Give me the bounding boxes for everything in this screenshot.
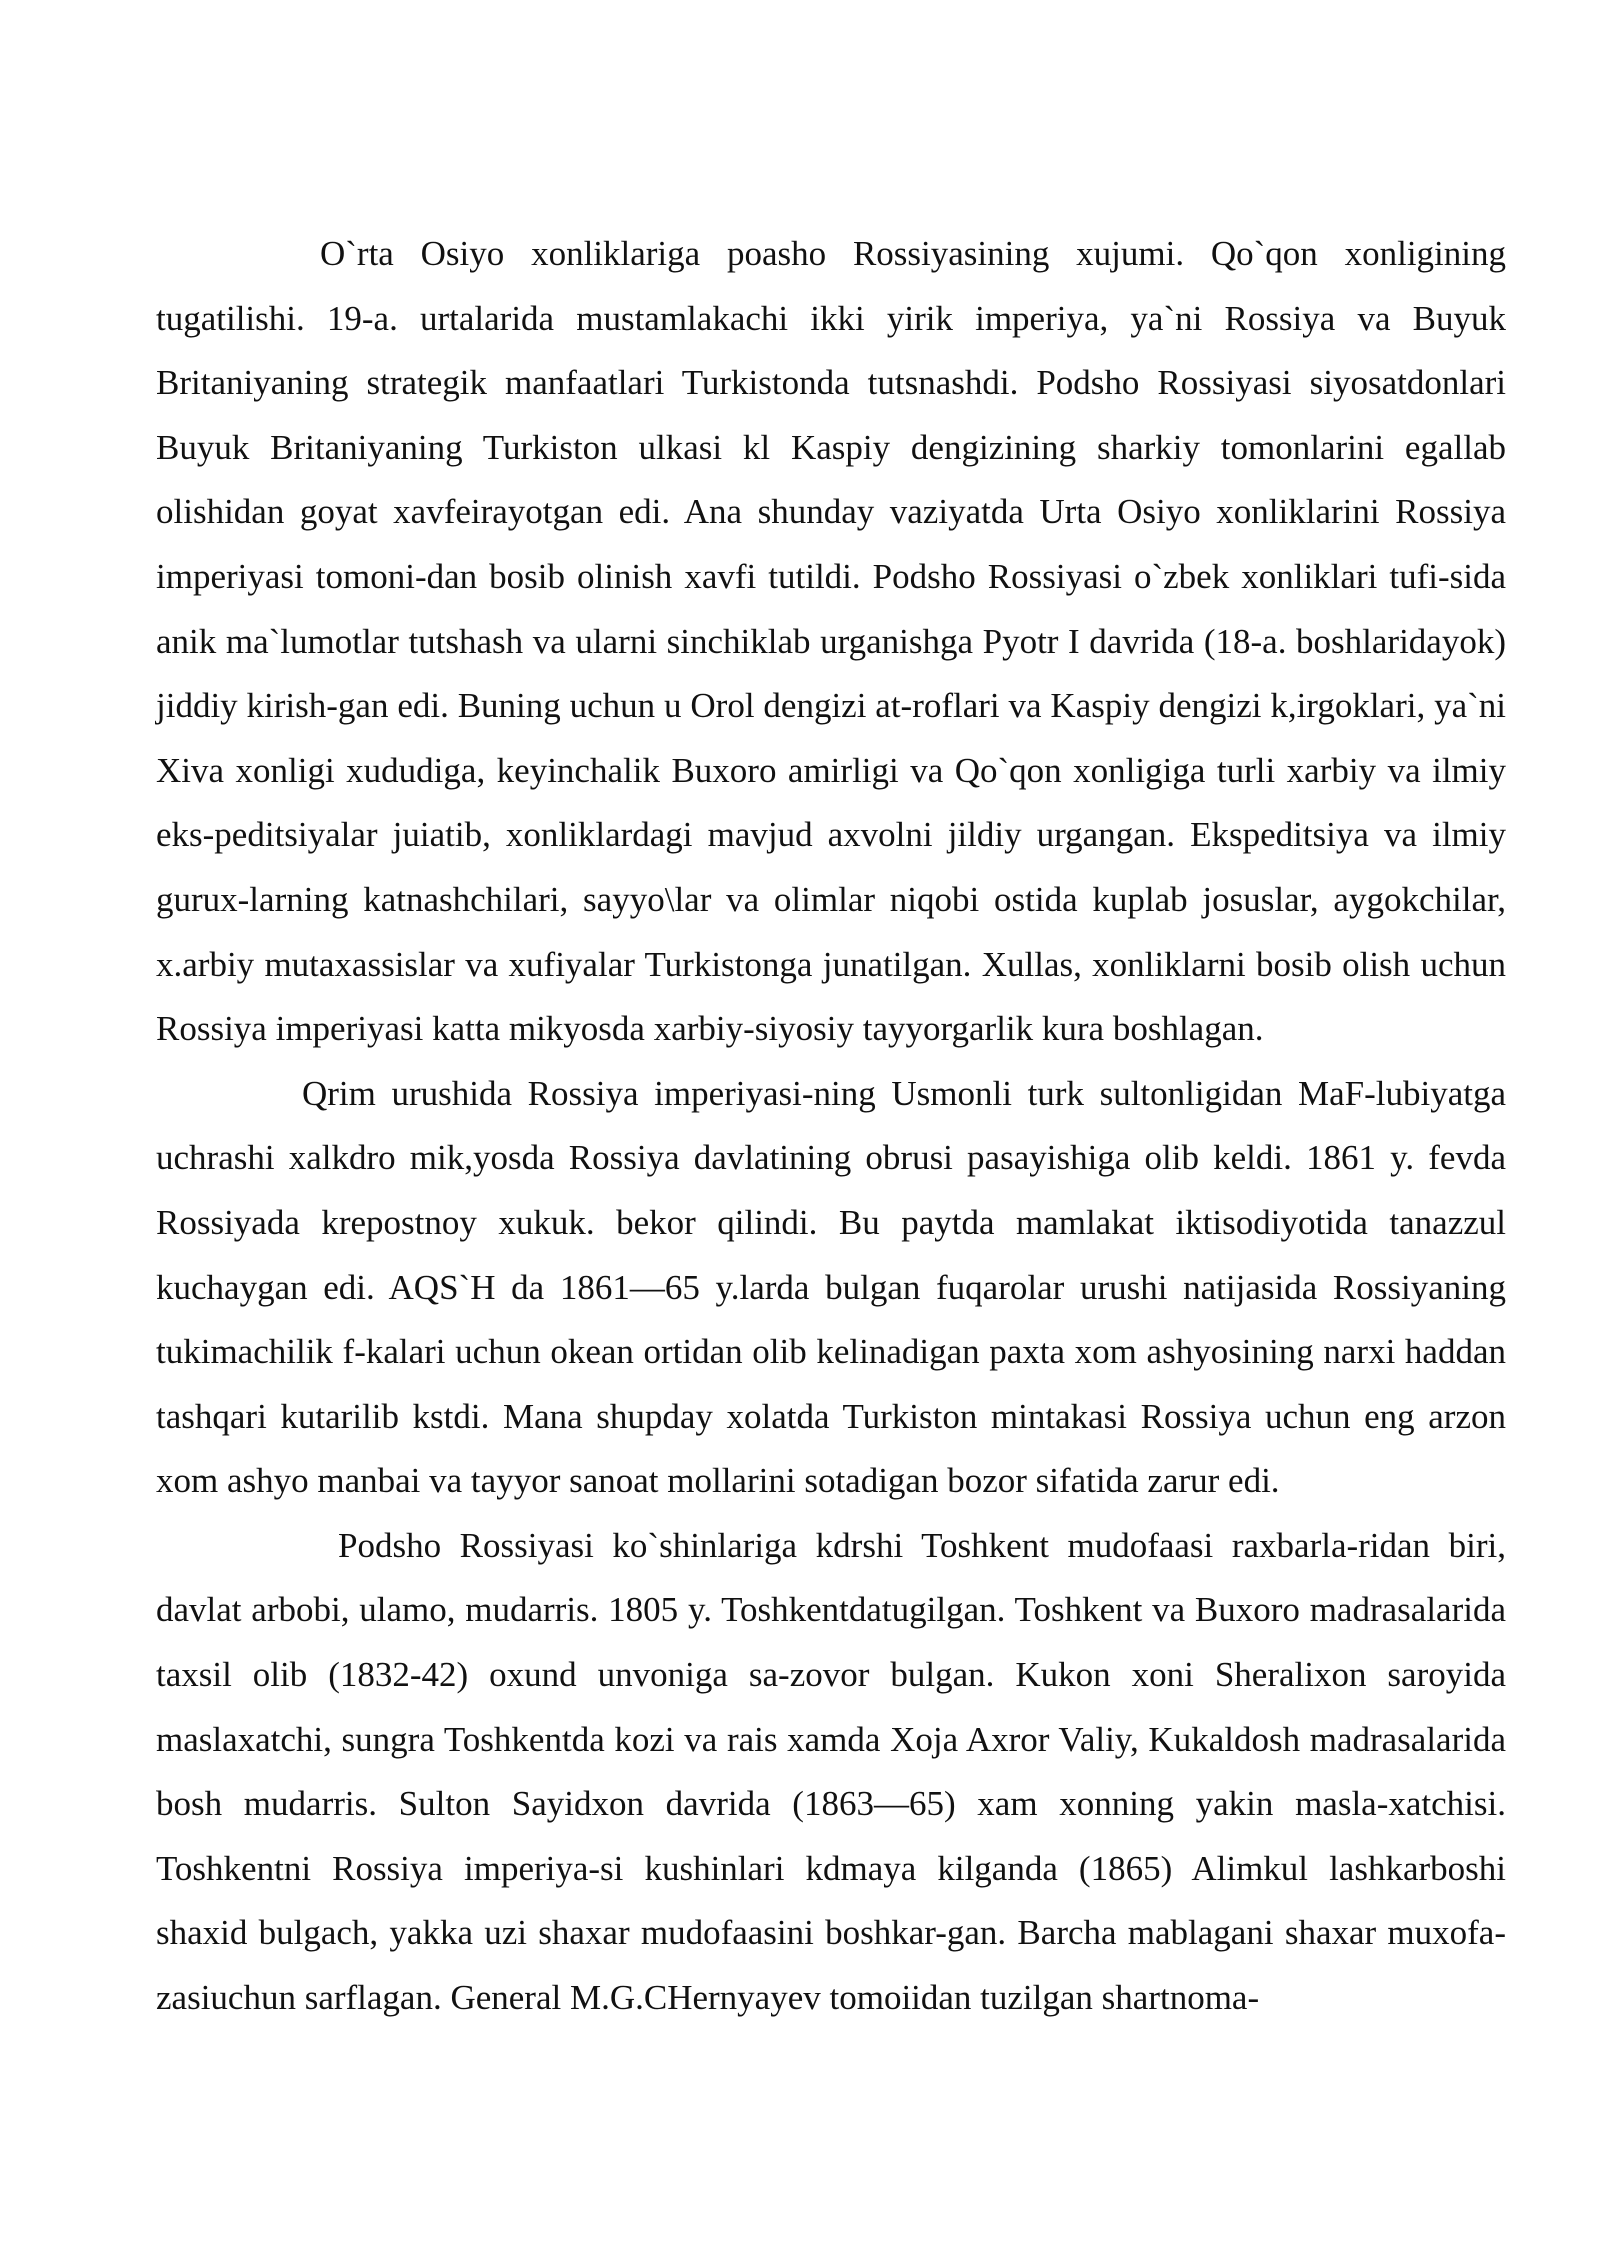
paragraph-1: O`rta Osiyo xonliklariga poasho Rossiyasining xujumi. Qo`qon xonligining tugatilishi. 19-a. urtalarida mustamlakachi ikki yirik imperiya, ya`ni Rossiya va Buyuk Britaniyaning strategik manfaatlari Turkistonda tutsnashdi. Podsho Rossiyasi siyosatdonlari Buyuk Britaniyaning Turkiston ulkasi kl Kaspiy dengizining sharkiy tomonlarini egallab olishidan goyat xavfeirayotgan edi. Ana shunday vaziyatda Urta Osiyo xonliklarini Rossiya imperiyasi tomoni-dan bosib olinish xavfi tutildi. Podsho Rossiyasi o`zbek xonliklari tufi-sida anik ma`lumotlar tutshash va ularni sinchiklab urganishga Pyotr I davrida (18-a. boshlaridayok) jiddiy kirish-gan edi. Buning uchun u Orol dengizi at-roflari va Kaspiy dengizi k,irgoklari, ya`ni Xiva xonligi xududiga, keyinchalik Buxoro amirligi va Qo`qon xonligiga turli xarbiy va ilmiy eks-peditsiyalar juiatib, xonliklardagi mavjud axvolni jildiy urgangan. Ekspeditsiya va ilmiy gurux-larning katnashchilari, sayyo\lar va olimlar niqobi ostida kuplab josuslar, aygokchilar, x.arbiy mutaxassislar va xufiyalar Turkistonga junatilgan. Xullas, xonliklarni bosib olish uchun Rossiya imperiyasi katta mikyosda xarbiy-siyosiy tayyorgarlik kura boshlagan. xyxy=(156,234,1506,1049)
paragraph-2: Qrim urushida Rossiya imperiyasi-ning Usmonli turk sultonligidan MaF-lubiyatga uchrashi xalkdro mik,yosda Rossiya davlatining obrusi pasayishiga olib keldi. 1861 y. fevda Rossiyada krepostnoy xukuk. bekor qilindi. Bu paytda mamlakat iktisodiyotida tanazzul kuchaygan edi. AQS`H da 1861—65 y.larda bulgan fuqarolar urushi natijasida Rossiyaning tukimachilik f-kalari uchun okean ortidan olib kelinadigan paxta xom ashyosining narxi haddan tashqari kutarilib kstdi. Mana shupday xolatda Turkiston mintakasi Rossiya uchun eng arzon xom ashyo manbai va tayyor sanoat mollarini sotadigan bozor sifatida zarur edi. xyxy=(156,1073,1506,1501)
paragraph-3: Podsho Rossiyasi ko`shinlariga kdrshi Toshkent mudofaasi raxbarla-ridan biri, davlat arbobi, ulamo, mudarris. 1805 y. Toshkentdatugilgan. Toshkent va Buxoro madrasalarida taxsil olib (1832-42) oxund unvoniga sa-zovor bulgan. Kukon xoni Sheralixon saroyida maslaxatchi, sungra Toshkentda kozi va rais xamda Xoja Axror Valiy, Kukaldosh madrasalarida bosh mudarris. Sulton Sayidxon davrida (1863—65) xam xonning yakin masla-xatchisi. Toshkentni Rossiya imperiya-si kushinlari kdmaya kilganda (1865) Alimkul lashkarboshi shaxid bulgach, yakka uzi shaxar mudofaasini boshkar-gan. Barcha mablagani shaxar muxofa-zasiuchun sarflagan. General M.G.CHernyayev tomoiidan tuzilgan shartnoma- xyxy=(156,1525,1506,2018)
document-body xyxy=(156,222,1506,2031)
